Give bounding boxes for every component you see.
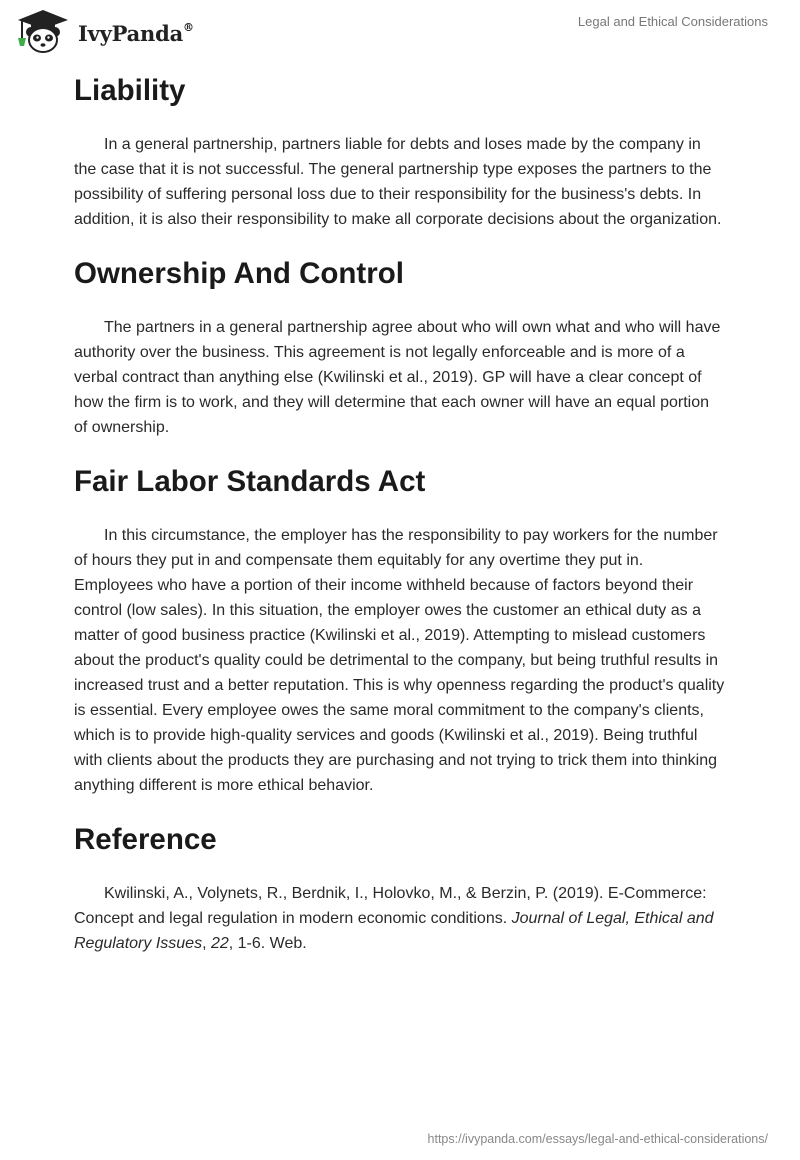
reference-volume: 22 [210, 935, 229, 952]
reference-journal: Journal of Legal, Ethical and Regulatory Issues [74, 910, 714, 952]
section-heading-liability: Liability [74, 74, 186, 107]
document-title: Legal and Ethical Considerations [577, 14, 768, 29]
section-paragraph-flsa: In this circumstance, the employer has the responsibility to pay workers for the number of hours they put in and compensate them equitably for any overtime they put in. Employees who have a portion of their income withheld because of factors beyond their control (low sales). In this situation, the employer owes the customer an ethical duty as a matter of good business practice (Kwilinski et al., 2019). Attempting to mislead customers about the product's quality could be detrimental to the company, but being truthful results in increased trust and a better reputation. This is why openness regarding the product's quality is essential. Every employee owes the same moral commitment to the company's clients, which is to provide high-quality services and goods (Kwilinski et al., 2019). Being truthful with clients about the products they are purchasing and not trying to trick them into thinking anything different is more ethical behavior. [74, 527, 725, 794]
page-header [0, 0, 800, 60]
essay-body [74, 72, 726, 956]
reference-heading: Reference [74, 823, 217, 856]
reference-pages: , 1-6. Web. [228, 935, 307, 952]
section-paragraph-liability: In a general partnership, partners liable for debts and loses made by the company in the case that it is not successful. The general partnership type exposes the partners to the possibility of suffering personal loss due to their responsibility for the business's debts. In addition, it is also their responsibility to make all corporate decisions about the organization. [74, 136, 722, 228]
brand-name: IvyPanda® [78, 20, 194, 46]
section-heading-flsa: Fair Labor Standards Act [74, 465, 426, 498]
brand-logo[interactable] [14, 8, 194, 54]
section-paragraph-ownership: The partners in a general partnership agree about who will own what and who will have authority over the business. This agreement is not legally enforceable and is more of a verbal contract than anything else (Kwilinski et al., 2019). GP will have a clear concept of how the firm is to work, and they will determine that each owner will have an equal portion of ownership. [74, 319, 721, 436]
reference-entry: Kwilinski, A., Volynets, R., Berdnik, I., Holovko, M., & Berzin, P. (2019). E-Commerce: Concept and legal regulation in modern economic conditions. Journal of Legal, Ethical and Regulatory Issues, 22, 1-6. Web. [74, 885, 714, 952]
source-url[interactable]: https://ivypanda.com/essays/legal-and-ethical-considerations/ [427, 1132, 768, 1146]
panda-graduate-icon [14, 8, 72, 54]
section-heading-ownership: Ownership And Control [74, 257, 404, 290]
reference-authors: Kwilinski, A., Volynets, R., Berdnik, I., Holovko, M., & Berzin, P. (2019). E-Commerce: Concept and legal regulation in modern economic conditions. [74, 885, 707, 927]
